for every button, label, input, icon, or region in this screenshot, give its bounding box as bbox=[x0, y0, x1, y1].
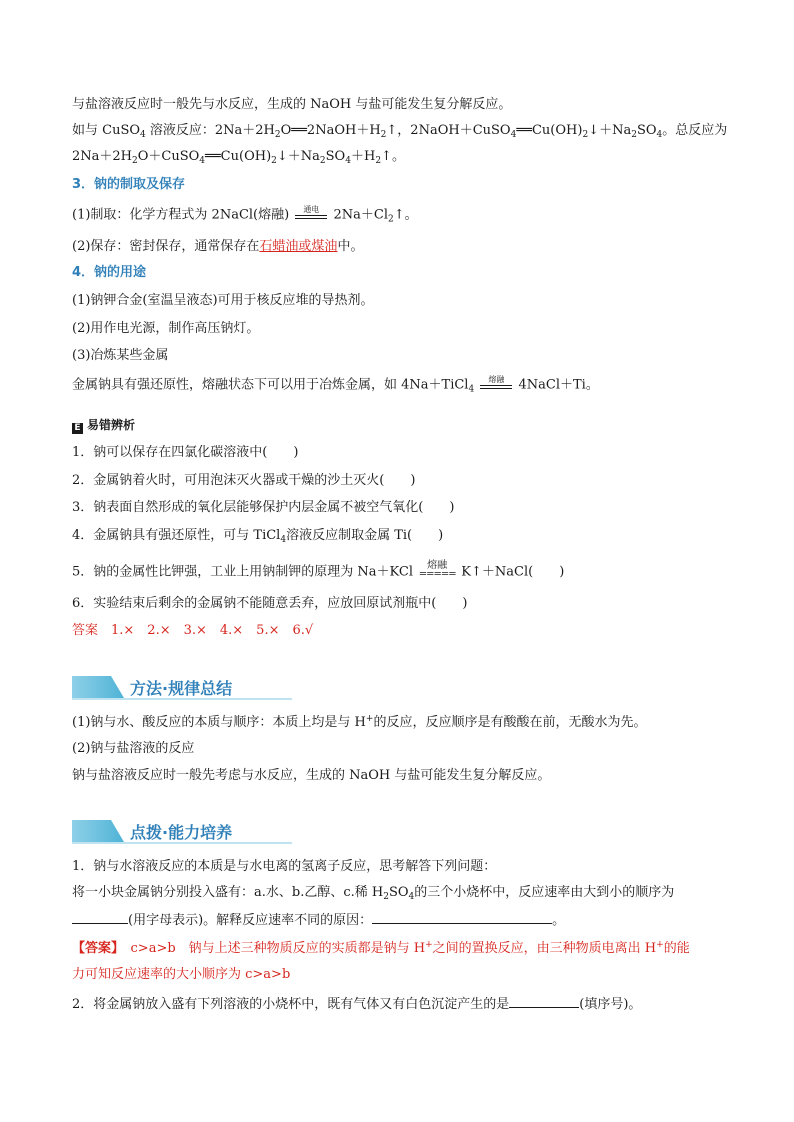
s4-item-1: (1)钠钾合金(室温呈液态)可用于核反应堆的导热剂。 bbox=[72, 293, 374, 308]
answer-blank-reason[interactable] bbox=[372, 923, 552, 924]
error-q2: 2．金属钠着火时，可用泡沫灭火器或干燥的沙土灭火( ) bbox=[72, 473, 416, 488]
error-answers: 答案 1.× 2.× 3.× 4.× 5.× 6.√ bbox=[72, 623, 314, 638]
skill-answer-1: 【答案】 c>a>b 钠与上述三种物质反应的实质都是钠与 H+之间的置换反应，由三种物质电离出 H+的能 bbox=[72, 940, 690, 956]
skill-training-banner bbox=[72, 818, 292, 844]
intro-line-3: $2Na+2H_2O+CuSO_4══Cu(OH)_2↓+Na_2SO_4+H_2↑$。 bbox=[72, 149, 405, 166]
skill-q1: 1．钠与水溶液反应的本质是与水电离的氢离子反应，思考解答下列问题： bbox=[72, 859, 497, 874]
s3-production: (1)制取：化学方程式为 2NaCl(熔融) 通电 $2Na+Cl_2↑$。 bbox=[72, 205, 418, 225]
method-p2: (2)钠与盐溶液的反应 bbox=[72, 741, 195, 756]
storage-answer: 石蜡油或煤油 bbox=[259, 239, 338, 254]
skill-q1-blanks: (用字母表示)。解释反应速率不同的原因： 。 bbox=[72, 912, 565, 930]
intro-line-2: 如与 CuSO$_4$ 溶液反应：$2Na+2H_2O══2NaOH+H_2↑$，$2NaOH+CuSO_4══Cu(OH)_2↓+Na_2SO_4$。总反应为 bbox=[72, 123, 728, 140]
banner-accent-shape bbox=[72, 676, 124, 698]
error-q6: 6．实验结束后剩余的金属钠不能随意丢弃，应放回原试剂瓶中( ) bbox=[72, 596, 468, 611]
skill-q2: 2．将金属钠放入盛有下列溶液的小烧杯中，既有气体又有白色沉淀产生的是 (填序号)。 bbox=[72, 997, 642, 1012]
answer-blank-q2[interactable] bbox=[509, 1007, 579, 1008]
method-summary-banner bbox=[72, 674, 292, 700]
s4-item-2: (2)用作电光源，制作高压钠灯。 bbox=[72, 321, 260, 336]
s3-storage: (2)保存：密封保存，通常保存在石蜡油或煤油中。 bbox=[72, 239, 364, 254]
method-p1: (1)钠与水、酸反应的本质与顺序：本质上均是与 H+的反应，反应顺序是有酸酸在前，无酸水为先。 bbox=[72, 714, 647, 730]
method-p3: 钠与盐溶液反应时一般先考虑与水反应，生成的 NaOH 与盐可能发生复分解反应。 bbox=[72, 768, 551, 783]
skill-answer-2: 力可知反应速率的大小顺序为 c>a>b bbox=[72, 967, 291, 982]
s4-item-4: 金属钠具有强还原性，熔融状态下可以用于冶炼金属，如 4Na＋TiCl$_4$ 熔融 4NaCl＋Ti。 bbox=[72, 375, 599, 395]
skill-training-title: 点拨·能力培养 bbox=[130, 823, 233, 842]
section-3-title: 3．钠的制取及保存 bbox=[72, 177, 186, 192]
error-q1: 1．钠可以保存在四氯化碳溶液中( ) bbox=[72, 445, 299, 460]
method-summary-title: 方法·规律总结 bbox=[130, 679, 233, 698]
condition-arrow-molten: 熔融 bbox=[478, 376, 514, 394]
s4-item-3: (3)冶炼某些金属 bbox=[72, 348, 169, 363]
answer-blank-order[interactable] bbox=[72, 923, 128, 924]
condition-arrow-electrify: 通电 bbox=[293, 206, 329, 224]
error-q3: 3．钠表面自然形成的氧化层能够保护内层金属不被空气氧化( ) bbox=[72, 500, 455, 515]
error-section-icon: E bbox=[72, 423, 83, 434]
section-4-title: 4．钠的用途 bbox=[72, 265, 147, 280]
condition-molten-equals: 熔融 ===== bbox=[418, 560, 456, 580]
banner-accent-shape bbox=[72, 820, 124, 842]
error-analysis-heading: E 易错辨析 bbox=[72, 416, 135, 434]
intro-line-1: 与盐溶液反应时一般先与水反应，生成的 NaOH 与盐可能发生复分解反应。 bbox=[72, 97, 512, 112]
skill-q1-body: 将一小块金属钠分别投入盛有：a.水、b.乙醇、c.稀 $H_2SO_4$的三个小烧杯中，反应速率由大到小的顺序为 bbox=[72, 885, 675, 902]
error-q4: 4．金属钠具有强还原性，可与 TiCl$_4$溶液反应制取金属 Ti( ) bbox=[72, 528, 444, 545]
error-q5: 5．钠的金属性比钾强，工业上用钠制钾的原理为 Na＋KCl 熔融 ===== K↑＋NaCl( ) bbox=[72, 560, 565, 580]
